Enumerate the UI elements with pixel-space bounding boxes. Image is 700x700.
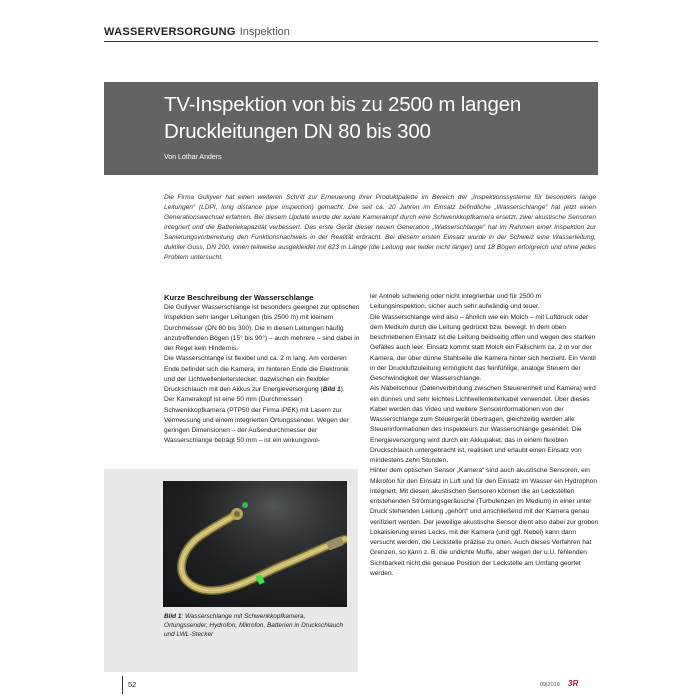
paragraph-text: ).: [340, 386, 345, 393]
paragraph: [164, 354, 360, 395]
magazine-logo: 3R: [568, 679, 579, 688]
paragraph: Als Nabelschnur (Datenverbindung zwischen Steuereinheit und Kamera) wird ein dünnes und sehr leichtes Lichtwellenleiterkabel verwendet. Über dieses Kabel werden das Video und weitere Sensorinformationen von der Wasserschlange zum Steuergerät übertragen, gleichzeitig werden alle Steuerinformationen des Inspekteurs zur Wasserschlange gesendet. Die Energieversorgung wird durch ein Akkupaket, das in einem flexiblen Druckschlauch untergebracht ist, realisiert und erlaubt einen Einsatz von mindestens zehn Stunden.: [370, 385, 596, 464]
subsection-title: Inspektion: [239, 26, 290, 38]
article-title-line-1: TV-Inspektion von bis zu 2500 m langen: [164, 93, 522, 116]
water-snake-image: [163, 481, 347, 607]
article-title: [164, 91, 584, 145]
page-header: [104, 22, 598, 42]
footer-divider: [122, 676, 123, 694]
paragraph: ler Antrieb schwierig oder nicht integrierbar und für 2500 m Leitungsinspektion, sicher auch sehr aufwändig und teuer.: [370, 293, 542, 311]
article-author: Von Lothar Anders: [164, 154, 222, 161]
figure-box: [104, 469, 358, 672]
figure-caption-text: : Wasserschlange mit Schwenkkopfkamera, Ortungssender, Hydrofon, Mikrofon, Batterien in Druckschlauch und LWL-Stecker: [164, 613, 344, 638]
paragraph: Der Kamerakopf ist eine 50 mm (Durchmesser) Schwenkkopfkamera (PTP50 der Firma iPEK) mit Lasern zur Vermessung und einem integrierten Ortungssender. Wegen der geringen Dimensionen – der Außendurchmesser der Wasserschlange beträgt 50 mm – ist ein wirkungsvol-: [164, 396, 349, 445]
figure-reference: Bild 1: [322, 386, 341, 393]
text-column-left: [164, 292, 360, 447]
paragraph-text: Die Wasserschlange ist flexibel und ca. 2 m lang. Am vorderen Ende befindet sich die Kamera, im hinteren Ende die Elektronik und der Lichtwellenleiterstecker, dazwischen ein flexibler Druckschlauch mit den Akkus zur Energieversorgung (: [164, 355, 349, 393]
paragraph: Die Wasserschlange wird also – ähnlich wie ein Molch – mit Luftdruck oder dem Medium durch die Leitung gedrückt bzw. bewegt. In dem oben beschriebenen Einsatz ist die Leitung beidseitig offen und wegen des starken Gefälles auch leer. Einsatz kommt statt Molch ein Fallschirm ca. 2 m vor der Kamera, der über dünne Stahlseile die Kamera hinter sich herzieht. Ein Ventil in der Druckluftzuleitung ermöglicht das feinfühlige, analoge Steuern der Geschwindigkeit der Wasserschlange.: [370, 313, 596, 382]
issue-number: 09|2018: [540, 682, 560, 688]
section-title: WASSERVERSORGUNG: [104, 26, 236, 38]
paragraph: Die Gullyver Wasserschlange ist besonders geeignet zur optischen Inspektion sehr langer Leitungen (bis 2500 m) mit kleinem Durchmesser (DN 80 bis 300). Die in diesen Leitungen häufig anzutreffenden Bögen (15° bis 90°) – auch mehrere – sind dabei in der Regel kein Hindernis.: [164, 304, 360, 352]
paragraph: Hinter dem optischen Sensor „Kamera“ sind auch akustische Sensoren, ein Mikrofon für den Einsatz in Luft und für den Einsatz im Wasser ein Hydrophon integriert. Mit diesen akustischen Sensoren können die an Leckstellen entstehenden Strömungsgeräusche (Turbulenzen im Medium) in einer unter Druck stehenden Leitung „gehört“ und anschließend mit der Kamera genau verifiziert werden. Der jeweilige akustische Sensor dient also dabei zur groben Lokalisierung eines Lecks, mit der Kamera (und ggf. Nebel) kann dann versucht werden, die Leckstelle präzise zu orten. Auch dieses Verfahren hat Grenzen, so kann z. B. die undichte Muffe, aber wegen der u.U. fehlenden Sichtbarkeit nicht die genaue Position der Leckstelle am Umfang geortet werden.: [370, 467, 599, 577]
text-column-right: [370, 292, 599, 579]
page-number: 52: [128, 680, 137, 689]
article-title-line-2: Druckleitungen DN 80 bis 300: [164, 120, 431, 143]
figure-caption: [164, 612, 350, 639]
section-heading: Kurze Beschreibung der Wasserschlange: [164, 293, 314, 302]
title-banner: [104, 82, 598, 175]
figure-label: Bild 1: [164, 613, 182, 620]
article-intro: Die Firma Gullyver hat einen weiteren Schritt zur Erneuerung ihrer Produktpalette im Bereich der „Inspektionssysteme für besonders lange Leitungen“ (LDPI, long distance pipe inspection) gemacht. Die seit ca. 20 Jahren im Einsatz befindliche „Wasserschlange“ hat jetzt einen Generationswechsel erfahren. Bei diesem Update wurde der axiale Kamerakopf durch eine Schwenkkopfkamera ersetzt, zwei akustische Sensoren integriert und die Batteriekapazität verbessert. Das erste Gerät dieser neuen Generation „Wasserschlange“ hat im Rahmen einer Inspektion zur Sanierungsvorbereitung den Funktionsnachweis in der Realität erbracht. Bei diesem ersten Einsatz wurde in der Schweiz eine Wasserleitung, duktiler Guss, DN 200, innen teilweise ausgekleidet mit 623 m Länge (die Leitung war leider nicht länger) und 18 Bögen erfolgreich und ohne jedes Problem untersucht.: [164, 194, 596, 261]
figure-photo: [163, 481, 347, 607]
